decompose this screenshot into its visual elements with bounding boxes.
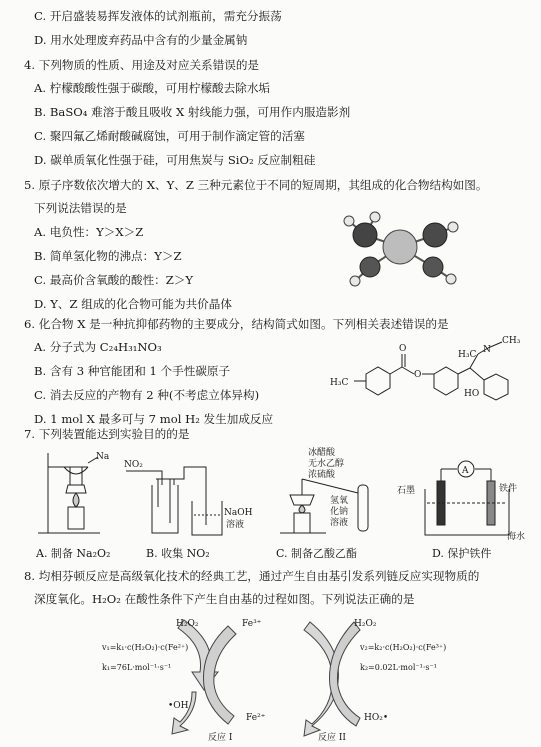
q6-n-label: N [483, 345, 491, 355]
q8-r2-k: k₂=0.02L·mol⁻¹·s⁻¹ [360, 663, 437, 672]
q7-c-solution3: 溶液 [330, 518, 349, 528]
q6-oh-label: HO [464, 389, 480, 399]
q7-d-graphite-label: 石墨 [397, 486, 416, 496]
q7-c-solution1: 氢氧 [330, 496, 349, 506]
q6-h3cn-label: H₃C [458, 350, 477, 360]
q7-b-solution-label: 溶液 [226, 520, 245, 530]
q8-r1-name: 反应 I [208, 733, 233, 743]
q7-apparatus-d [395, 455, 535, 540]
q7-b-naoh-label: NaOH [224, 508, 252, 518]
q6-option-b: B. 含有 3 种官能团和 1 个手性碳原子 [34, 364, 231, 378]
q6-structure-figure [316, 334, 536, 416]
q8-r2-ho2: HO₂• [364, 713, 389, 723]
q8-r2-h2o2: H₂O₂ [354, 619, 377, 629]
q7-option-a: A. 制备 Na₂O₂ [36, 547, 111, 560]
q7-d-seawater-label: 海水 [507, 532, 526, 540]
q6-carbonyl-o-label: O [399, 344, 407, 354]
q3-option-d: D. 用水处理废弃药品中含有的少量金属钠 [34, 33, 248, 47]
q7-d-ammeter: A [462, 466, 469, 476]
q6-h3c-label: H₃C [330, 378, 349, 388]
q5-option-d: D. Y、Z 组成的化合物可能为共价晶体 [34, 297, 232, 311]
q7-apparatus-b [122, 455, 252, 540]
q4-option-d: D. 碳单质氧化性强于硅，可用焦炭与 SiO₂ 反应制粗硅 [34, 153, 316, 167]
q8-stem-2: 深度氧化。H₂O₂ 在酸性条件下产生自由基的过程如图。下列说法正确的是 [34, 592, 415, 606]
q7-c-reagent3: 浓硫酸 [308, 470, 336, 480]
q4-option-c: C. 聚四氟乙烯耐酸碱腐蚀，可用于制作滴定管的活塞 [34, 129, 305, 143]
q8-reaction-1-figure [96, 612, 286, 744]
q4-stem: 4. 下列物质的性质、用途及对应关系错误的是 [24, 58, 260, 72]
q8-reaction-2-figure [290, 612, 510, 744]
q7-b-no2-label: NO₂ [124, 460, 143, 470]
q6-ester-o-label: O [414, 370, 422, 380]
q3-option-c: C. 开启盛装易挥发液体的试剂瓶前，需充分振荡 [34, 9, 282, 23]
q8-stem: 8. 均相芬顿反应是高级氧化技术的经典工艺，通过产生自由基引发系列链反应实现物质的 [24, 569, 480, 583]
q7-a-na-label: Na [96, 452, 110, 462]
q4-option-b: B. BaSO₄ 难溶于酸且吸收 X 射线能力强，可用作内服造影剂 [34, 105, 351, 119]
q8-r1-rate: v₁=k₁·c(H₂O₂)·c(Fe²⁺) [102, 643, 189, 652]
q8-r1-fe3: Fe³⁺ [242, 619, 262, 629]
q8-r2-name: 反应 II [318, 733, 346, 743]
q8-r1-h2o2: H₂O₂ [176, 619, 199, 629]
q5-stem: 5. 原子序数依次增大的 X、Y、Z 三种元素位于不同的短周期，其组成的化合物结构如图。 [24, 178, 488, 192]
q5-molecule-figure [335, 205, 465, 290]
q8-r2-rate: v₂=k₂·c(H₂O₂)·c(Fe³⁺) [360, 643, 447, 652]
q6-option-c: C. 消去反应的产物有 2 种(不考虑立体异构) [34, 388, 260, 402]
q7-c-solution2: 化钠 [330, 507, 349, 517]
q8-r1-k: k₁=76L·mol⁻¹·s⁻¹ [102, 663, 172, 672]
q7-option-d: D. 保护铁件 [432, 547, 492, 560]
q6-option-a: A. 分子式为 C₂₄H₃₁NO₃ [34, 340, 162, 354]
q7-apparatus-c [270, 445, 400, 543]
q6-option-d: D. 1 mol X 最多可与 7 mol H₂ 发生加成反应 [34, 412, 274, 426]
q7-stem: 7. 下列装置能达到实验目的的是 [24, 427, 190, 441]
q7-c-reagent2: 无水乙醇 [308, 459, 345, 469]
q6-stem: 6. 化合物 X 是一种抗抑郁药物的主要成分，结构简式如图。下列相关表述错误的是 [24, 317, 449, 331]
q5-option-c: C. 最高价含氧酸的酸性：Z＞Y [34, 273, 194, 287]
q7-option-c: C. 制备乙酸乙酯 [276, 547, 358, 560]
q5-option-a: A. 电负性：Y＞X＞Z [34, 225, 144, 239]
q5-sub: 下列说法错误的是 [34, 201, 127, 215]
q8-r1-oh: •OH [168, 701, 189, 711]
q8-r1-fe2: Fe²⁺ [246, 713, 266, 723]
q4-option-a: A. 柠檬酸酸性强于碳酸，可用柠檬酸去除水垢 [34, 81, 271, 95]
q7-c-reagent1: 冰醋酸 [308, 448, 336, 458]
q5-option-b: B. 简单氢化物的沸点：Y＞Z [34, 249, 182, 263]
q7-apparatus-a [30, 445, 130, 540]
q7-d-iron-label: 铁件 [499, 484, 518, 494]
q7-option-b: B. 收集 NO₂ [146, 547, 210, 560]
q6-ch3-label: CH₃ [502, 336, 521, 346]
